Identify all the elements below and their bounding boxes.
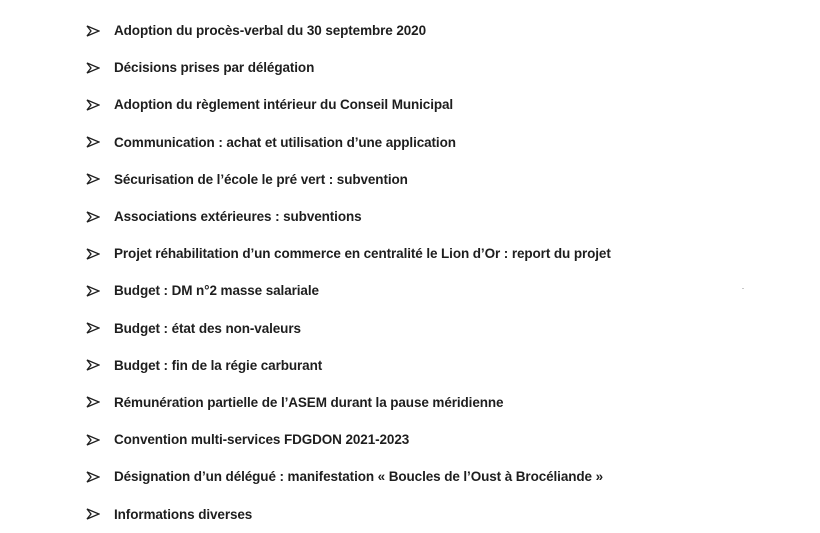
arrow-bullet-icon [86, 434, 114, 446]
agenda-item-label: Communication : achat et utilisation d’une application [114, 134, 456, 150]
agenda-item-label: Budget : état des non-valeurs [114, 320, 301, 336]
agenda-item-label: Adoption du règlement intérieur du Conseil Municipal [114, 97, 454, 113]
list-item [86, 124, 806, 161]
list-item [86, 384, 806, 421]
agenda-item-label: Adoption du procès-verbal du 30 septembre 2020 [114, 23, 426, 39]
agenda-item-label: Informations diverses [114, 506, 253, 522]
arrow-bullet-icon [86, 322, 114, 334]
list-item [86, 347, 806, 384]
list-item [86, 161, 806, 198]
arrow-bullet-icon [86, 99, 114, 111]
arrow-bullet-icon [86, 285, 114, 297]
list-item [86, 49, 806, 86]
list-item [86, 495, 806, 532]
list-item [86, 235, 806, 272]
list-item [86, 12, 806, 49]
arrow-bullet-icon [86, 471, 114, 483]
agenda-item-label: Budget : fin de la régie carburant [114, 357, 323, 373]
agenda-item-label: Projet réhabilitation d’un commerce en centralité le Lion d’Or : report du projet [114, 246, 611, 262]
arrow-bullet-icon [86, 508, 114, 520]
agenda-item-label: Convention multi-services FDGDON 2021-2023 [114, 432, 410, 448]
agenda-item-label: Sécurisation de l’école le pré vert : subvention [114, 171, 408, 187]
arrow-bullet-icon [86, 248, 114, 260]
agenda-item-label: Décisions prises par délégation [114, 60, 315, 76]
arrow-bullet-icon [86, 62, 114, 74]
list-item [86, 86, 806, 123]
list-item [86, 198, 806, 235]
agenda-item-label: Désignation d’un délégué : manifestation « Boucles de l’Oust à Brocéliande » [114, 469, 604, 485]
list-item [86, 272, 806, 309]
list-item [86, 421, 806, 458]
list-item [86, 458, 806, 495]
agenda-list [86, 12, 806, 533]
scan-speck [742, 288, 744, 289]
arrow-bullet-icon [86, 396, 114, 408]
agenda-item-label: Associations extérieures : subventions [114, 209, 362, 225]
arrow-bullet-icon [86, 359, 114, 371]
arrow-bullet-icon [86, 136, 114, 148]
agenda-item-label: Rémunération partielle de l’ASEM durant la pause méridienne [114, 394, 504, 410]
agenda-item-label: Budget : DM n°2 masse salariale [114, 283, 319, 299]
arrow-bullet-icon [86, 173, 114, 185]
list-item [86, 310, 806, 347]
arrow-bullet-icon [86, 211, 114, 223]
arrow-bullet-icon [86, 25, 114, 37]
